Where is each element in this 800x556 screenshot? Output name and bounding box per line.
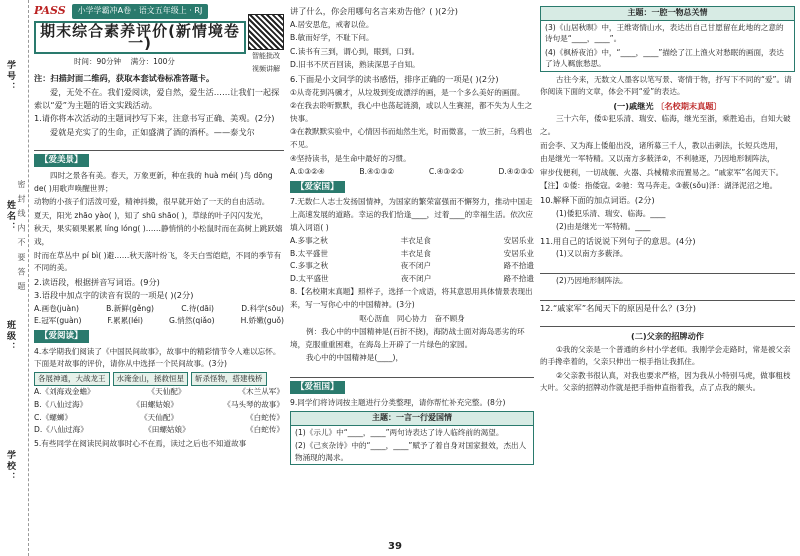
question-6: 6.下面是小文同学的读书感悟，排序正确的一项是( )(2分) bbox=[290, 73, 499, 84]
q3-option[interactable]: B.新鲜(gěng) bbox=[106, 303, 155, 313]
column-1 bbox=[34, 4, 284, 451]
q4-option-cell: 《天仙配》 bbox=[140, 412, 179, 422]
q11-item: (1)又以南方多薮泽。 bbox=[556, 249, 628, 259]
article-1-heading bbox=[540, 100, 795, 113]
q3-options-row bbox=[34, 303, 284, 316]
q4-tag: 水淹金山，拯救恒星 bbox=[113, 372, 189, 387]
passage-line: 时而在草丛中 pí bì( )避……秋天落叶纷飞，冬天白雪皑皑，不同的季节有不同的美。 bbox=[34, 250, 282, 273]
q7-option-row[interactable] bbox=[290, 235, 534, 248]
q6-item: ①从奇花到冯骥才，从垃圾到变成漂浮的画，是一个多么美好的画面。 bbox=[290, 87, 525, 97]
q4-option-row[interactable] bbox=[34, 412, 284, 425]
q4-option-cell: 《天仙配》 bbox=[147, 387, 186, 397]
column-2 bbox=[290, 4, 534, 467]
q5-option[interactable]: D.旧书不厌百回读，熟读深思子自知。 bbox=[290, 60, 420, 70]
q5-option[interactable]: A.居安思危，戒奢以俭。 bbox=[290, 19, 374, 29]
q4-option-cell: D.《八仙过海》 bbox=[34, 425, 88, 435]
name-label: 姓名： bbox=[5, 200, 15, 233]
q3-option[interactable]: H.娇嫩(guǒ) bbox=[240, 316, 284, 326]
q8-blank: 我心中的中国精神是(____)， bbox=[306, 353, 404, 363]
question-2: 2.读语段，根据拼音写词语。(9分) bbox=[34, 276, 160, 287]
q4-option-row[interactable] bbox=[34, 386, 284, 399]
poetry-box-title: 主题：一腔一物总关情 bbox=[541, 7, 794, 21]
q3-option[interactable]: F.累累(léi) bbox=[107, 316, 143, 326]
question-4: 4.本学期我们阅读了《中国民间故事》，故事中的精彩情节令人难以忘怀。下面是对故事的评价，请你从中选择一个民间故事。(3分) bbox=[34, 346, 281, 369]
qr-label: 智能批改 视频讲解 bbox=[252, 52, 280, 73]
q7-option-cell: 夜不闭户 bbox=[400, 273, 432, 283]
article-1-line: 三十六年，倭①犯乐清、瑞安、临海，继光至浙，乘胜追击，自知大破之。 bbox=[540, 114, 791, 136]
article-2-paragraph: ①我的父亲是一个普通的乡村小学老师。我刚学会走路时，常是被父亲的手搀牵着的，父亲只伸出一根手指让我抓住。 bbox=[540, 344, 791, 367]
question-9: 9.同学们将诗词按主题进行分类整理，请你帮忙补充完整。(8分) bbox=[290, 397, 506, 407]
q11-answer-line[interactable] bbox=[540, 289, 795, 301]
q4-option-cell: B.《八仙过海》 bbox=[34, 400, 88, 410]
q8-words bbox=[290, 313, 534, 326]
q7-option-row[interactable] bbox=[290, 273, 534, 286]
intro-text: 爱，无处不在。我们爱阅读，爱自然，爱生活……让我们一起探索以“爱”为主题的语文实践活动。 bbox=[34, 86, 280, 110]
q4-option-cell: 《木兰从军》 bbox=[238, 387, 284, 397]
poetry-box-line[interactable]: (2)《己亥杂诗》中的“____，____”赋予了着自身对国家报效，杰出人物涌现的渴求。 bbox=[295, 441, 527, 462]
q6-option[interactable]: B.④①③② bbox=[359, 167, 395, 177]
section-motherland: 【爱祖国】 bbox=[290, 381, 345, 394]
q8-example: 例：我心中的中国精神是(百折不挠)，海防战士面对海岛恶劣的环境，克服重重困难，在海岛上开辟了一片绿色的家园。 bbox=[290, 327, 525, 349]
q4-option-cell: A.《刘海戏金蟾》 bbox=[34, 387, 95, 397]
binding-strip bbox=[0, 0, 29, 556]
brand-label: 小学学霸冲A卷 · 语文五年级上 · RJ bbox=[72, 4, 209, 19]
time-limit: 时间：90分钟 bbox=[74, 56, 122, 66]
q7-option-cell: 安居乐业 bbox=[503, 248, 534, 258]
question-8: 8.【名校期末真题】照样子，选择一个成语，将其意思用具体情景表现出来，写一写你心中的中国精神。(3分) bbox=[290, 287, 533, 310]
q7-option-cell: D.太平盛世 bbox=[290, 273, 329, 283]
article-1-line: 而会李、又为海上倭船出没，诸所募三千人，教以击刺法，长短兵迭用， bbox=[540, 140, 783, 150]
poetry-box-2 bbox=[540, 6, 795, 72]
q10-item[interactable]: (2)由是继光一军特精。____ bbox=[556, 222, 651, 232]
q8-writing-line[interactable] bbox=[290, 366, 534, 378]
q7-option-row[interactable] bbox=[290, 260, 534, 273]
q8-word: 呕心沥血 bbox=[359, 313, 390, 323]
question-5: 5.有些同学在阅读民间故事时心不在焉，读过之后也不知道故事 bbox=[34, 438, 247, 448]
question-7: 7.无数仁人志士发扬国情神，为国家的繁荣富强而不懈努力，推动中国走上高速发展的道路。幸运的我们恰逢____，过着____的幸福生活。依次应填入词语( ) bbox=[290, 197, 533, 232]
question-11: 11.用自己的话说说下列句子的意思。(4分) bbox=[540, 235, 696, 246]
q1-writing-line[interactable] bbox=[34, 139, 284, 151]
passage-line: 四时之景各有美。春天，万象更新，种在我的 huà méi( )鸟 dōng de( )用歌声唤醒世界； bbox=[34, 170, 273, 193]
q7-option-cell: 丰衣足食 bbox=[400, 248, 431, 258]
question-1: 1.请你将本次活动的主题词抄写下来，注意书写正确、美观。(2分) bbox=[34, 113, 275, 124]
page-number: 39 bbox=[388, 541, 402, 552]
q7-option-cell: B.太平盛世 bbox=[290, 248, 328, 258]
q8-word: 奋不顾身 bbox=[434, 313, 465, 323]
seal-line-text: 密 封 线 内 不 要 答 题 bbox=[17, 180, 26, 292]
section-scenery: 【爱美景】 bbox=[34, 154, 89, 167]
q4-option-row[interactable] bbox=[34, 424, 284, 437]
passage-line: 动物的小孩子们活泼可爱，精神抖擞，很早就开始了一天的自由活动。 bbox=[34, 197, 270, 207]
q6-option[interactable]: C.④③②① bbox=[428, 167, 464, 177]
exam-source-tag: 〔名校期末真题〕 bbox=[656, 100, 722, 111]
q3-options-row bbox=[34, 315, 284, 328]
school-label: 学校： bbox=[5, 450, 15, 483]
q4-option-cell: 《白蛇传》 bbox=[246, 412, 284, 422]
article-2-paragraph: ②父亲教书很认真，对我也要求严格，因为我从小特别马虎，做事粗枝大叶。父亲的招牌动作就是把手指伸直指着我，点了点我的额头。 bbox=[540, 370, 791, 393]
section-reading: 【爱阅读】 bbox=[34, 330, 89, 343]
q4-tags bbox=[34, 372, 284, 387]
q4-option-cell: 《马头琴的故事》 bbox=[223, 400, 284, 410]
poetry-box-line[interactable]: (3)《山居秋暝》中，王维寄情山水，表达出自己甘愿留在此地的之意的诗句是“____，____”。 bbox=[545, 22, 784, 44]
article-2-title: (二)父亲的招牌动作 bbox=[631, 331, 704, 342]
q8-word: 同心协力 bbox=[396, 313, 428, 323]
article-1-line: 由是继光一军特精。又以南方多薮泽②，不利驰逐，乃因地形制阵法， bbox=[540, 154, 775, 164]
pass-logo: PASS bbox=[34, 4, 66, 17]
q7-option-cell: 安居乐业 bbox=[503, 236, 534, 246]
q11-item: (2)乃因地形制阵法。 bbox=[556, 275, 628, 285]
poetry-box-1 bbox=[290, 411, 534, 465]
q3-option[interactable]: D.科学(sōu) bbox=[241, 303, 284, 313]
q4-option-row[interactable] bbox=[34, 399, 284, 412]
passage-line: 夏天，阳光 zhāo yào( )，知了 shū shāo( )，草绿的叶子闪闪发光， bbox=[34, 210, 269, 220]
q11-answer-line[interactable] bbox=[540, 262, 795, 274]
q6-item: ②在我去聆听默默，我心中也荡起涟漪，或以人生赛涯，都不失为人生之快事。 bbox=[290, 101, 533, 123]
q6-option[interactable]: A.①③②④ bbox=[290, 167, 325, 177]
q6-item: ④坚持读书，是生命中最好的习惯。 bbox=[290, 153, 411, 163]
q7-option-cell: 夜不闭户 bbox=[400, 261, 432, 271]
question-3: 3.语段中加点字的读音有误的一项是( )(2分) bbox=[34, 290, 194, 301]
page-title: 期末综合素养评价(新情境卷一) bbox=[34, 21, 246, 54]
column-3 bbox=[540, 4, 795, 396]
q5-continued: 讲了什么，你会用哪句名言来劝告他？( )(2分) bbox=[290, 6, 458, 16]
scan-notice: 注：扫描封面二维码，获取本套试卷标准答题卡。 bbox=[34, 73, 215, 84]
q7-option-cell: C.多事之秋 bbox=[290, 261, 329, 271]
poetry-box-title: 主题：一言一行爱国情 bbox=[291, 412, 533, 426]
q7-option-cell: 丰衣足食 bbox=[400, 236, 431, 246]
q4-option-cell: C.《螺蛳》 bbox=[34, 412, 73, 422]
section-homeland: 【爱家国】 bbox=[290, 181, 345, 194]
q3-option[interactable]: A.画卷(juàn) bbox=[34, 303, 79, 313]
q4-option-cell: 《田螺姑娘》 bbox=[132, 400, 178, 410]
poetry-box-line[interactable]: (4)《枫桥夜泊》中，“____，____”描绘了江上渔火对愁眠的画面，表达了诗人羁旅愁思。 bbox=[545, 47, 784, 69]
question-10: 10.解释下面的加点词语。(2分) bbox=[540, 194, 655, 205]
question-12: 12.“戚家军”名闻天下的原因是什么？(3分) bbox=[540, 302, 696, 313]
q3-option[interactable]: C.待(dāi) bbox=[181, 303, 215, 313]
student-id-label: 学号： bbox=[5, 60, 15, 93]
q1-quote: 爱就是充实了的生命，正如盛满了酒的酒杯。——泰戈尔 bbox=[50, 126, 255, 137]
q4-option-cell: 《田螺姑娘》 bbox=[144, 425, 190, 435]
class-label: 班级： bbox=[5, 320, 15, 353]
header-bar bbox=[34, 4, 284, 19]
q6-option[interactable]: D.④②③① bbox=[498, 167, 534, 177]
q7-option-cell: 路不拾遗 bbox=[503, 261, 534, 271]
full-score: 满分：100分 bbox=[130, 56, 175, 66]
q3-option[interactable]: G.悄然(qiǎo) bbox=[168, 316, 215, 326]
passage-line: 秋天，果实硕果累累 líng lóng( )……静悄悄的小松鼠时而在高树上跳跃嬉戏， bbox=[34, 224, 283, 246]
q7-option-cell: A.多事之秋 bbox=[290, 236, 328, 246]
q5-option[interactable]: B.敏而好学，不耻下问。 bbox=[290, 33, 374, 43]
q6-item: ③在教默默实验中，心情因书而灿然生光，时而微喜，一放三折，乌鸦也不见。 bbox=[290, 127, 533, 149]
q3-option[interactable]: E.冠军(guàn) bbox=[34, 316, 82, 326]
q4-tag: 斩杀怪物，搭建栈桥 bbox=[191, 372, 267, 387]
q7-option-row[interactable] bbox=[290, 248, 534, 261]
article-1-line: 审步伐便利，一切战舰、火器、兵械精求而置易之。“戚家军”名闻天下。 bbox=[540, 167, 784, 177]
poetry-box-line[interactable]: (1)《示儿》中“____，____”两句诗表达了诗人临终前的渴望。 bbox=[295, 427, 504, 437]
reading-intro: 古往今来，无数文人墨客以笔写景、寄情于物，抒写下不同的“爱”。请你阅读下面的文章，体会不同“爱”的表达。 bbox=[540, 74, 792, 97]
q4-option-cell: 《白蛇传》 bbox=[246, 425, 284, 435]
qr-code-icon[interactable] bbox=[248, 14, 284, 50]
q10-item[interactable]: (1)倭犯乐清、瑞安、临海。____ bbox=[556, 208, 666, 218]
q7-option-cell: 路不拾遗 bbox=[503, 273, 534, 283]
q12-answer-line[interactable] bbox=[540, 315, 795, 327]
q4-tag: 各展神通，大战龙王 bbox=[34, 372, 110, 387]
article-2-heading bbox=[540, 330, 795, 343]
article-1-title: (一)戚继光 bbox=[613, 100, 654, 111]
article-1-notes: 【注】①倭：指倭寇。②驰：驾马奔走。③薮(sǒu)泽：湖泽泥沼之地。 bbox=[540, 181, 778, 191]
q5-option[interactable]: C.读书有三到，谓心到，眼到，口到。 bbox=[290, 46, 420, 56]
q6-options-row bbox=[290, 166, 534, 179]
